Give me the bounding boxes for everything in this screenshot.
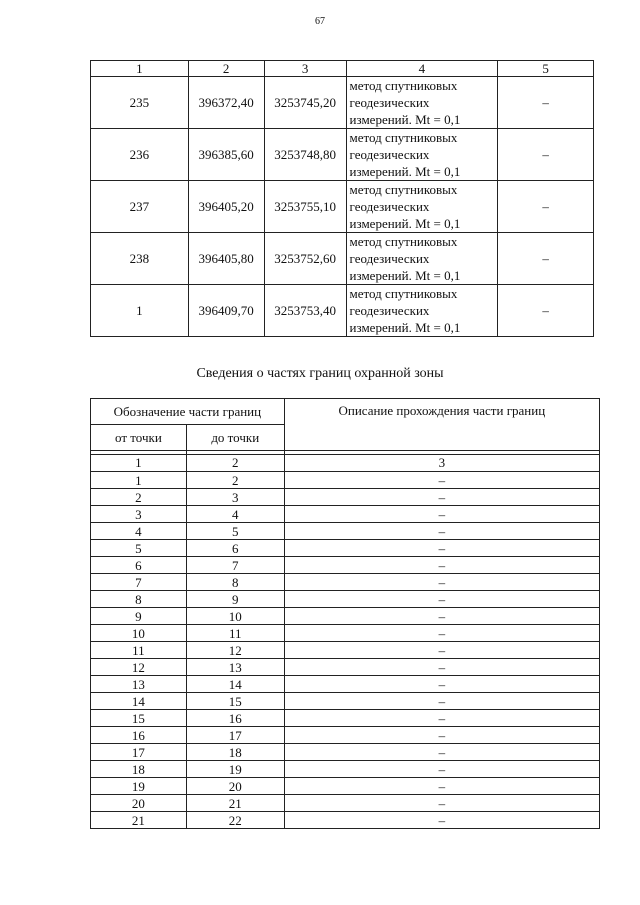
to-point: 18 [186,744,284,761]
from-point: 9 [91,608,187,625]
from-point: 1 [91,472,187,489]
description: – [284,574,599,591]
boundary-part-row [91,557,600,574]
description: – [284,795,599,812]
boundary-part-row [91,795,600,812]
boundary-part-row [91,710,600,727]
x-coordinate: 396372,40 [188,77,264,129]
to-point: 2 [186,472,284,489]
header-from-point: от точки [91,425,187,451]
from-point: 18 [91,761,187,778]
from-point: 12 [91,659,187,676]
to-point: 8 [186,574,284,591]
from-point: 6 [91,557,187,574]
boundary-part-row [91,744,600,761]
point-id: 1 [91,285,189,337]
point-id: 237 [91,181,189,233]
column-5-value: – [498,233,594,285]
to-point: 11 [186,625,284,642]
column-number: 2 [186,455,284,472]
point-id: 235 [91,77,189,129]
x-coordinate: 396405,80 [188,233,264,285]
column-number: 5 [498,61,594,77]
boundary-part-row [91,659,600,676]
from-point: 15 [91,710,187,727]
method-line: метод спутниковых [349,130,458,145]
method-line: геодезических [349,199,430,214]
description: – [284,540,599,557]
boundary-part-row [91,591,600,608]
to-point: 13 [186,659,284,676]
y-coordinate: 3253748,80 [264,129,346,181]
y-coordinate: 3253755,10 [264,181,346,233]
method-line: геодезических [349,251,430,266]
from-point: 10 [91,625,187,642]
method-line: метод спутниковых [349,234,458,249]
description: – [284,472,599,489]
header-part-designation: Обозначение части границ [91,399,285,425]
from-point: 5 [91,540,187,557]
y-coordinate: 3253753,40 [264,285,346,337]
description: – [284,710,599,727]
method-description [346,129,498,181]
boundary-part-row [91,727,600,744]
method-line: геодезических [349,147,430,162]
column-number: 3 [264,61,346,77]
method-line: измерений. Mt = 0,1 [349,112,461,127]
method-description [346,181,498,233]
from-point: 7 [91,574,187,591]
y-coordinate: 3253752,60 [264,233,346,285]
to-point: 10 [186,608,284,625]
column-5-value: – [498,77,594,129]
to-point: 5 [186,523,284,540]
column-number: 1 [91,61,189,77]
boundary-part-row [91,489,600,506]
boundary-part-row [91,676,600,693]
y-coordinate: 3253745,20 [264,77,346,129]
column-number: 2 [188,61,264,77]
from-point: 3 [91,506,187,523]
header-to-point: до точки [186,425,284,451]
coordinate-row [91,285,594,337]
to-point: 9 [186,591,284,608]
coordinate-row [91,233,594,285]
boundary-part-row [91,693,600,710]
boundary-part-row [91,625,600,642]
column-5-value: – [498,285,594,337]
description: – [284,778,599,795]
description: – [284,744,599,761]
method-line: метод спутниковых [349,78,458,93]
method-description [346,233,498,285]
header-description: Описание прохождения части границ [284,399,599,451]
description: – [284,506,599,523]
description: – [284,642,599,659]
to-point: 12 [186,642,284,659]
from-point: 17 [91,744,187,761]
from-point: 11 [91,642,187,659]
to-point: 14 [186,676,284,693]
column-number: 4 [346,61,498,77]
from-point: 21 [91,812,187,829]
to-point: 19 [186,761,284,778]
coordinate-row [91,181,594,233]
description: – [284,557,599,574]
to-point: 15 [186,693,284,710]
method-line: метод спутниковых [349,182,458,197]
coordinates-table [90,60,594,337]
section-title: Сведения о частях границ охранной зоны [196,366,444,381]
coordinate-row [91,77,594,129]
method-line: геодезических [349,303,430,318]
to-point: 16 [186,710,284,727]
to-point: 3 [186,489,284,506]
description: – [284,676,599,693]
coordinate-row [91,129,594,181]
column-number: 1 [91,455,187,472]
to-point: 21 [186,795,284,812]
method-line: геодезических [349,95,430,110]
from-point: 16 [91,727,187,744]
to-point: 17 [186,727,284,744]
coordinates-header-row [91,61,594,77]
point-id: 238 [91,233,189,285]
boundary-parts-table [90,398,600,829]
description: – [284,693,599,710]
x-coordinate: 396385,60 [188,129,264,181]
point-id: 236 [91,129,189,181]
boundary-part-row [91,540,600,557]
description: – [284,812,599,829]
to-point: 7 [186,557,284,574]
method-line: метод спутниковых [349,286,458,301]
from-point: 4 [91,523,187,540]
boundary-part-row [91,812,600,829]
description: – [284,608,599,625]
description: – [284,727,599,744]
method-line: измерений. Mt = 0,1 [349,164,461,179]
column-5-value: – [498,181,594,233]
to-point: 4 [186,506,284,523]
description: – [284,659,599,676]
page-number: 67 [315,16,325,27]
method-description [346,285,498,337]
from-point: 20 [91,795,187,812]
boundary-part-row [91,574,600,591]
method-line: измерений. Mt = 0,1 [349,320,461,335]
description: – [284,761,599,778]
x-coordinate: 396405,20 [188,181,264,233]
boundary-part-row [91,761,600,778]
from-point: 19 [91,778,187,795]
method-line: измерений. Mt = 0,1 [349,268,461,283]
boundary-part-row [91,642,600,659]
boundary-part-row [91,523,600,540]
description: – [284,591,599,608]
column-5-value: – [498,129,594,181]
method-description [346,77,498,129]
description: – [284,523,599,540]
boundary-part-row [91,506,600,523]
column-number: 3 [284,455,599,472]
from-point: 13 [91,676,187,693]
to-point: 20 [186,778,284,795]
x-coordinate: 396409,70 [188,285,264,337]
from-point: 2 [91,489,187,506]
to-point: 6 [186,540,284,557]
boundary-part-row [91,778,600,795]
to-point: 22 [186,812,284,829]
from-point: 8 [91,591,187,608]
boundary-part-row [91,608,600,625]
method-line: измерений. Mt = 0,1 [349,216,461,231]
description: – [284,489,599,506]
description: – [284,625,599,642]
boundary-part-row [91,472,600,489]
from-point: 14 [91,693,187,710]
